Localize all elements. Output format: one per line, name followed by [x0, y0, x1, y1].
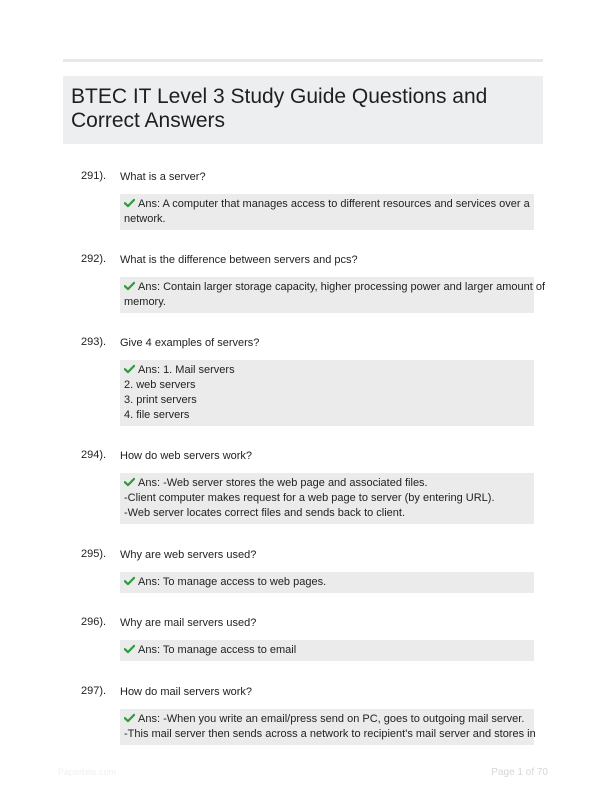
answer-text: Ans: -Web server stores the web page and associated files. — [138, 477, 428, 489]
answer-line — [124, 575, 530, 590]
question-text: What is the difference between servers and pcs? — [120, 254, 358, 266]
answer-text: Ans: 1. Mail servers — [138, 364, 235, 376]
check-icon — [124, 576, 135, 586]
question-text: Give 4 examples of servers? — [120, 337, 260, 349]
answer-text: 2. web servers — [124, 379, 196, 391]
answer-box — [120, 473, 534, 524]
answer-line — [124, 476, 530, 491]
answer-box — [120, 572, 534, 593]
answer-line — [124, 491, 530, 506]
answer-box — [120, 194, 534, 230]
answer-line — [124, 712, 530, 727]
check-icon — [124, 713, 135, 723]
answer-text: Ans: To manage access to web pages. — [138, 576, 327, 588]
answer-line — [124, 378, 530, 393]
question-number: 293). — [81, 336, 107, 348]
answer-text: Ans: To manage access to email — [138, 644, 297, 656]
question-number: 295). — [81, 548, 107, 560]
answer-line — [124, 408, 530, 423]
answer-text: Ans: A computer that manages access to different resources and services over a — [138, 198, 530, 210]
question-number: 294). — [81, 449, 107, 461]
header-rule — [63, 59, 543, 62]
check-icon — [124, 477, 135, 487]
question-text: What is a server? — [120, 171, 206, 183]
answer-text: Ans: -When you write an email/press send on PC, goes to outgoing mail server. — [138, 713, 525, 725]
question-text: How do mail servers work? — [120, 686, 253, 698]
answer-box — [120, 277, 546, 313]
answer-text: Ans: Contain larger storage capacity, higher processing power and larger amount of — [138, 281, 546, 293]
check-icon — [124, 644, 135, 654]
answer-line — [124, 212, 530, 227]
answer-line — [124, 197, 530, 212]
answer-line — [124, 280, 546, 295]
answer-line — [124, 393, 530, 408]
question-number: 296). — [81, 616, 107, 628]
footer-watermark: Paperbite.com — [58, 767, 117, 777]
answer-line — [124, 363, 530, 378]
question-number: 292). — [81, 253, 107, 265]
answer-line — [124, 295, 530, 310]
answer-text: network. — [124, 213, 166, 225]
question-text: Why are web servers used? — [120, 549, 257, 561]
answer-line — [124, 727, 536, 742]
question-number: 291). — [81, 170, 107, 182]
answer-line — [124, 643, 530, 658]
page-title: BTEC IT Level 3 Study Guide Questions and Correct Answers — [71, 85, 488, 132]
check-icon — [124, 364, 135, 374]
page-number: Page 1 of 70 — [491, 767, 548, 778]
answer-text: -This mail server then sends across a network to recipient's mail server and stores in — [124, 728, 536, 740]
answer-box — [120, 360, 534, 426]
check-icon — [124, 198, 135, 208]
answer-text: -Web server locates correct files and sends back to client. — [124, 507, 406, 519]
answer-text: -Client computer makes request for a web page to server (by entering URL). — [124, 492, 495, 504]
answer-line — [124, 506, 530, 521]
question-text: How do web servers work? — [120, 450, 253, 462]
answer-box — [120, 709, 534, 745]
title-banner — [63, 76, 543, 144]
question-text: Why are mail servers used? — [120, 617, 257, 629]
check-icon — [124, 281, 135, 291]
answer-text: 4. file servers — [124, 409, 190, 421]
answer-box — [120, 640, 534, 661]
answer-text: 3. print servers — [124, 394, 197, 406]
question-number: 297). — [81, 685, 107, 697]
answer-text: memory. — [124, 296, 166, 308]
